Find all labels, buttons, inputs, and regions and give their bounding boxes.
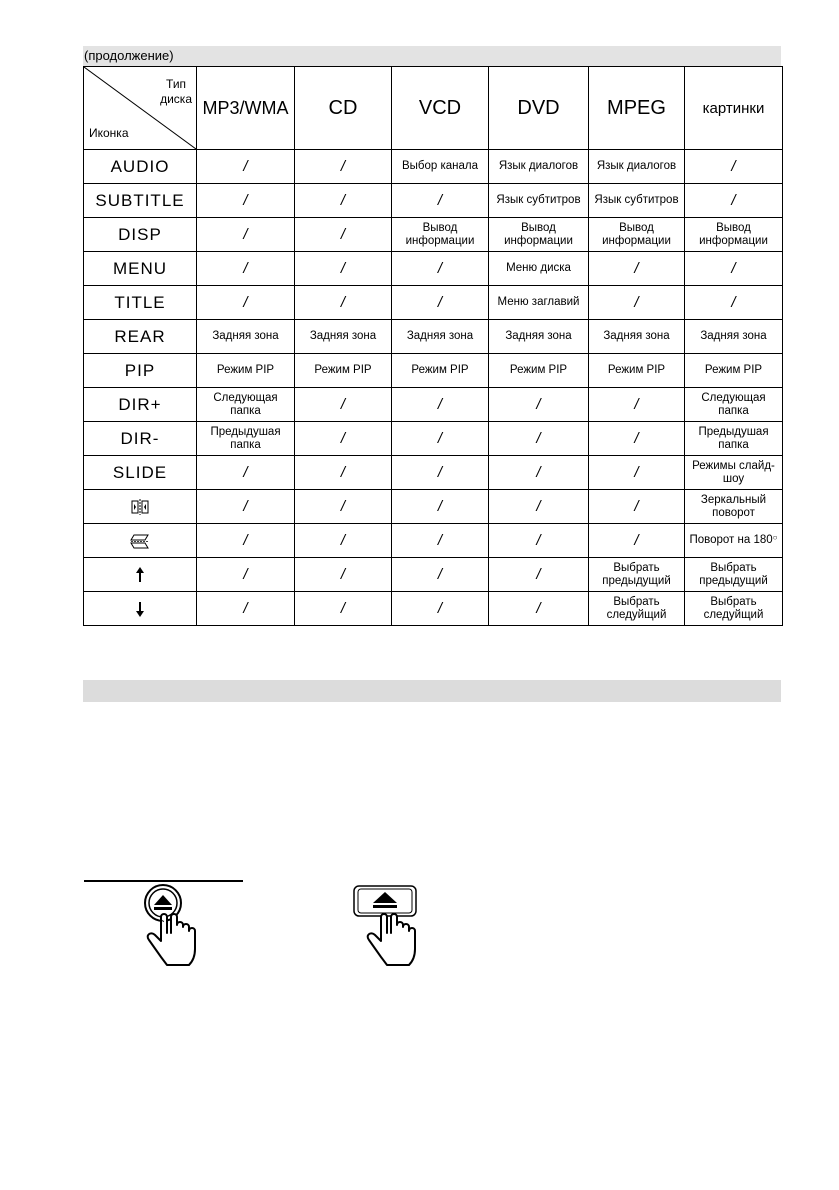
table-cell: /: [392, 490, 489, 524]
table-cell: /: [392, 524, 489, 558]
table-cell: /: [197, 524, 295, 558]
table-cell: /: [392, 388, 489, 422]
table-cell: /: [489, 592, 589, 626]
table-cell: /: [295, 422, 392, 456]
table-body: [84, 150, 783, 626]
table-cell: Выбор канала: [392, 150, 489, 184]
column-header-vcd: VCD: [392, 67, 489, 150]
table-cell: /: [295, 592, 392, 626]
table-cell: Предыдушая папка: [197, 422, 295, 456]
table-cell: Задняя зона: [392, 320, 489, 354]
table-cell: Режимы слайд-шоу: [685, 456, 783, 490]
row-label-slide: SLIDE: [84, 456, 197, 490]
table-cell: /: [589, 388, 685, 422]
table-cell: [685, 524, 783, 558]
table-cell: Выбрать следуйщий: [685, 592, 783, 626]
table-cell: /: [489, 490, 589, 524]
table-cell: Предыдушая папка: [685, 422, 783, 456]
table-cell: /: [392, 422, 489, 456]
table-cell: /: [197, 286, 295, 320]
table-cell: Задняя зона: [589, 320, 685, 354]
table-row: [84, 524, 783, 558]
table-cell: Выбрать предыдущий: [685, 558, 783, 592]
table-row: [84, 252, 783, 286]
table-cell: /: [295, 490, 392, 524]
table-cell: /: [392, 184, 489, 218]
table-cell: Вывод информации: [489, 218, 589, 252]
row-label-rear: REAR: [84, 320, 197, 354]
table-row: [84, 218, 783, 252]
table-cell: /: [489, 558, 589, 592]
table-cell: Режим PIP: [392, 354, 489, 388]
table-row: [84, 388, 783, 422]
table-cell: Вывод информации: [589, 218, 685, 252]
column-header-pictures: картинки: [685, 67, 783, 150]
corner-header-cell: [84, 67, 197, 150]
table-cell: /: [295, 524, 392, 558]
table-cell: Язык субтитров: [589, 184, 685, 218]
table-cell: /: [392, 592, 489, 626]
table-cell: /: [589, 456, 685, 490]
table-cell: Язык субтитров: [489, 184, 589, 218]
table-cell: /: [489, 524, 589, 558]
table-cell: /: [197, 184, 295, 218]
table-cell: /: [685, 150, 783, 184]
table-cell: Язык диалогов: [489, 150, 589, 184]
table-cell: /: [392, 456, 489, 490]
table-cell: Режим PIP: [197, 354, 295, 388]
table-cell: Задняя зона: [295, 320, 392, 354]
table-cell: Режим PIP: [685, 354, 783, 388]
column-header-dvd: DVD: [489, 67, 589, 150]
table-cell: /: [295, 286, 392, 320]
row-icon-cell: [84, 592, 197, 626]
row-label-title: TITLE: [84, 286, 197, 320]
table-cell: Режим PIP: [589, 354, 685, 388]
row-label-dir-minus: DIR-: [84, 422, 197, 456]
table-cell: Режим PIP: [295, 354, 392, 388]
header-band: [83, 46, 781, 66]
table-cell: /: [392, 558, 489, 592]
heading-underline: [84, 880, 243, 882]
row-icon-cell: [84, 558, 197, 592]
degree-sign: ○: [772, 533, 778, 542]
eject-rect-button-press-icon: [352, 883, 427, 969]
table-row: [84, 320, 783, 354]
row-label-menu: MENU: [84, 252, 197, 286]
table-cell: Задняя зона: [685, 320, 783, 354]
table-cell: /: [685, 184, 783, 218]
mirror-icon: [131, 496, 149, 515]
table-cell: /: [197, 456, 295, 490]
table-row: [84, 592, 783, 626]
table-cell: /: [589, 252, 685, 286]
table-cell: /: [197, 490, 295, 524]
cell-text: Поворот на 180: [689, 534, 773, 546]
disc-type-label-line1: Тип: [166, 77, 187, 91]
table-row: [84, 490, 783, 524]
table-cell: Следующая папка: [685, 388, 783, 422]
table-cell: Следующая папка: [197, 388, 295, 422]
table-cell: Задняя зона: [197, 320, 295, 354]
table-cell: /: [489, 456, 589, 490]
table-cell: Выбрать предыдущий: [589, 558, 685, 592]
table-cell: /: [295, 252, 392, 286]
table-cell: Язык диалогов: [589, 150, 685, 184]
table-row: [84, 354, 783, 388]
table-row: [84, 558, 783, 592]
table-cell: Режим PIP: [489, 354, 589, 388]
icon-column-label: Иконка: [89, 126, 129, 140]
rotate-180-icon: [130, 530, 150, 549]
row-label-pip: PIP: [84, 354, 197, 388]
table-cell: /: [589, 422, 685, 456]
table-cell: /: [295, 218, 392, 252]
table-cell: /: [295, 184, 392, 218]
row-label-subtitle: SUBTITLE: [84, 184, 197, 218]
table-cell: /: [589, 524, 685, 558]
table-cell: /: [685, 252, 783, 286]
row-icon-cell: [84, 490, 197, 524]
table-header-row: [84, 67, 783, 150]
table-cell: Зеркальный поворот: [685, 490, 783, 524]
table-row: [84, 150, 783, 184]
table-cell: /: [685, 286, 783, 320]
table-cell: /: [197, 558, 295, 592]
table-row: [84, 456, 783, 490]
table-row: [84, 184, 783, 218]
column-header-mpeg: MPEG: [589, 67, 685, 150]
continuation-label: (продолжение): [84, 48, 174, 63]
table-cell: /: [392, 286, 489, 320]
table-cell: /: [197, 150, 295, 184]
disc-type-label: [160, 77, 192, 107]
arrow-down-icon: [135, 598, 145, 617]
table-cell: /: [589, 490, 685, 524]
table-cell: /: [197, 252, 295, 286]
icon-function-table: [83, 66, 783, 626]
table-cell: /: [392, 252, 489, 286]
eject-round-button-press-icon: [135, 883, 205, 969]
table-row: [84, 422, 783, 456]
table-cell: /: [295, 150, 392, 184]
row-label-disp: DISP: [84, 218, 197, 252]
table-cell: /: [489, 388, 589, 422]
disc-type-label-line2: диска: [160, 92, 192, 106]
table-cell: /: [589, 286, 685, 320]
row-label-audio: AUDIO: [84, 150, 197, 184]
column-header-cd: CD: [295, 67, 392, 150]
row-label-dir-plus: DIR+: [84, 388, 197, 422]
table-cell: Вывод информации: [685, 218, 783, 252]
arrow-up-icon: [135, 564, 145, 583]
column-header-mp3: MP3/WMA: [197, 67, 295, 150]
table-cell: /: [295, 388, 392, 422]
table-cell: Меню диска: [489, 252, 589, 286]
table-cell: /: [295, 558, 392, 592]
table-cell: Выбрать следуйщий: [589, 592, 685, 626]
table-cell: /: [295, 456, 392, 490]
table-cell: Меню заглавий: [489, 286, 589, 320]
table-cell: /: [197, 218, 295, 252]
section-heading-band: [83, 680, 781, 702]
row-icon-cell: [84, 524, 197, 558]
table-cell: Вывод информации: [392, 218, 489, 252]
table-row: [84, 286, 783, 320]
table-cell: /: [197, 592, 295, 626]
table-cell: /: [489, 422, 589, 456]
table-cell: Задняя зона: [489, 320, 589, 354]
